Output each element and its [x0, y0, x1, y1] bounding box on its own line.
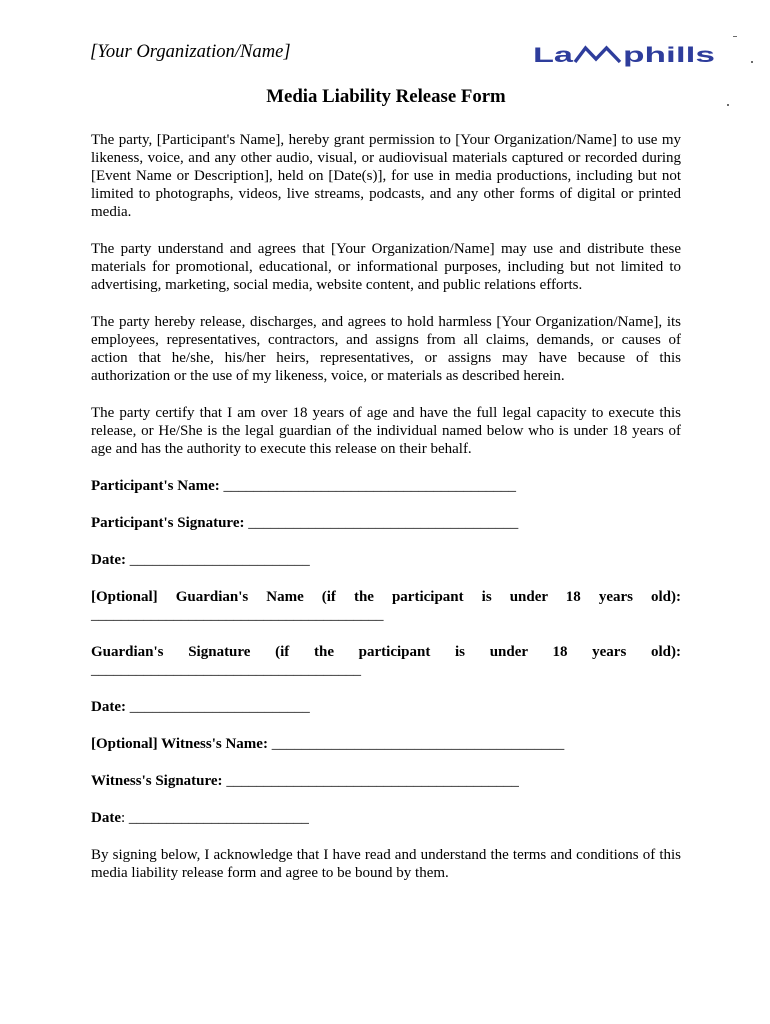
paragraph-age-certification: [91, 404, 681, 458]
witness-date-blank[interactable]: ________________________: [128, 810, 309, 826]
witness-name-field: [91, 735, 681, 753]
paragraph-line: likeness, voice, and any other audio, visual, or audiovisual materials captured or recorded during: [91, 150, 681, 166]
paragraph-line: materials for promotional, educational, or informational purposes, including but not limited to: [91, 259, 681, 275]
paragraph-line: authorization or the use of my likeness, voice, or materials as described herein.: [91, 368, 565, 384]
logo-text-right: phills: [623, 44, 715, 67]
organization-name-placeholder: [Your Organization/Name]: [90, 41, 291, 62]
guardian-name-label: [Optional] Guardian's Name (if the participant is under 18 years old):: [91, 589, 681, 605]
paragraph-line: age and has the authority to execute this release on their behalf.: [91, 441, 472, 457]
witness-signature-blank[interactable]: _______________________________________: [226, 773, 519, 789]
paragraph-line: media.: [91, 204, 132, 220]
participant-date-field: [91, 551, 681, 569]
participant-name-blank[interactable]: _______________________________________: [223, 478, 516, 494]
paragraph-acknowledgement: [91, 846, 681, 882]
paragraph-line: The party certify that I am over 18 years of age and have the full legal capacity to execute this: [91, 405, 681, 421]
scan-speck: [733, 36, 737, 37]
guardian-date-field: [91, 698, 681, 716]
participant-signature-field: [91, 514, 681, 532]
guardian-signature-field: [91, 643, 681, 679]
participant-name-field: [91, 477, 681, 495]
logo-mountain-mark: [575, 48, 620, 62]
paragraph-line: The party hereby release, discharges, and agrees to hold harmless [Your Organization/Name], its: [91, 314, 681, 330]
paragraph-line: release, or He/She is the legal guardian of the individual named below who is under 18 years of: [91, 423, 681, 439]
participant-signature-label: Participant's Signature:: [91, 515, 245, 531]
paragraph-line: limited to photographs, videos, live streams, podcasts, and any other forms of digital or printed: [91, 186, 681, 202]
page-title: Media Liability Release Form: [266, 86, 506, 107]
participant-date-blank[interactable]: ________________________: [129, 552, 310, 568]
scan-speck: [751, 61, 753, 63]
guardian-date-blank[interactable]: ________________________: [129, 699, 310, 715]
paragraph-line: The party, [Participant's Name], hereby grant permission to [Your Organization/Name] to use my: [91, 132, 681, 148]
scan-speck: [727, 104, 729, 106]
witness-date-field: [91, 809, 681, 827]
paragraph-line: By signing below, I acknowledge that I have read and understand the terms and conditions of this: [91, 847, 681, 863]
participant-name-label: Participant's Name:: [91, 478, 220, 494]
paragraph-line: employees, representatives, contractors, and assigns from all claims, demands, or causes of: [91, 332, 681, 348]
paragraph-release-of-claims: [91, 313, 681, 385]
company-logo: [530, 40, 720, 70]
paragraph-line: action that he/she, his/her heirs, representatives, or assigns may have because of this: [91, 350, 681, 366]
form-body: [91, 131, 681, 901]
witness-signature-field: [91, 772, 681, 790]
paragraph-usage-rights: [91, 240, 681, 294]
paragraph-line: media liability release form and agree to be bound by them.: [91, 865, 449, 881]
paragraph-line: The party understand and agrees that [Your Organization/Name] may use and distribute these: [91, 241, 681, 257]
participant-date-label: Date:: [91, 552, 126, 568]
witness-date-label: Date: [91, 810, 121, 826]
witness-signature-label: Witness's Signature:: [91, 773, 223, 789]
guardian-name-field: [91, 588, 681, 624]
witness-name-label: [Optional] Witness's Name:: [91, 736, 268, 752]
paragraph-line: [Event Name or Description], held on [Date(s)], for use in media productions, including but not: [91, 168, 681, 184]
guardian-date-label: Date:: [91, 699, 126, 715]
participant-signature-blank[interactable]: ____________________________________: [248, 515, 519, 531]
guardian-signature-label: Guardian's Signature (if the participant is under 18 years old):: [91, 644, 681, 660]
guardian-signature-blank[interactable]: ____________________________________: [91, 662, 361, 678]
paragraph-line: advertising, marketing, social media, website content, and public relations efforts.: [91, 277, 583, 293]
guardian-name-blank[interactable]: _______________________________________: [91, 607, 384, 623]
logo-text-left: La: [533, 44, 574, 67]
witness-name-blank[interactable]: _______________________________________: [271, 736, 565, 752]
paragraph-grant-permission: [91, 131, 681, 221]
witness-date-colon: :: [121, 810, 126, 826]
